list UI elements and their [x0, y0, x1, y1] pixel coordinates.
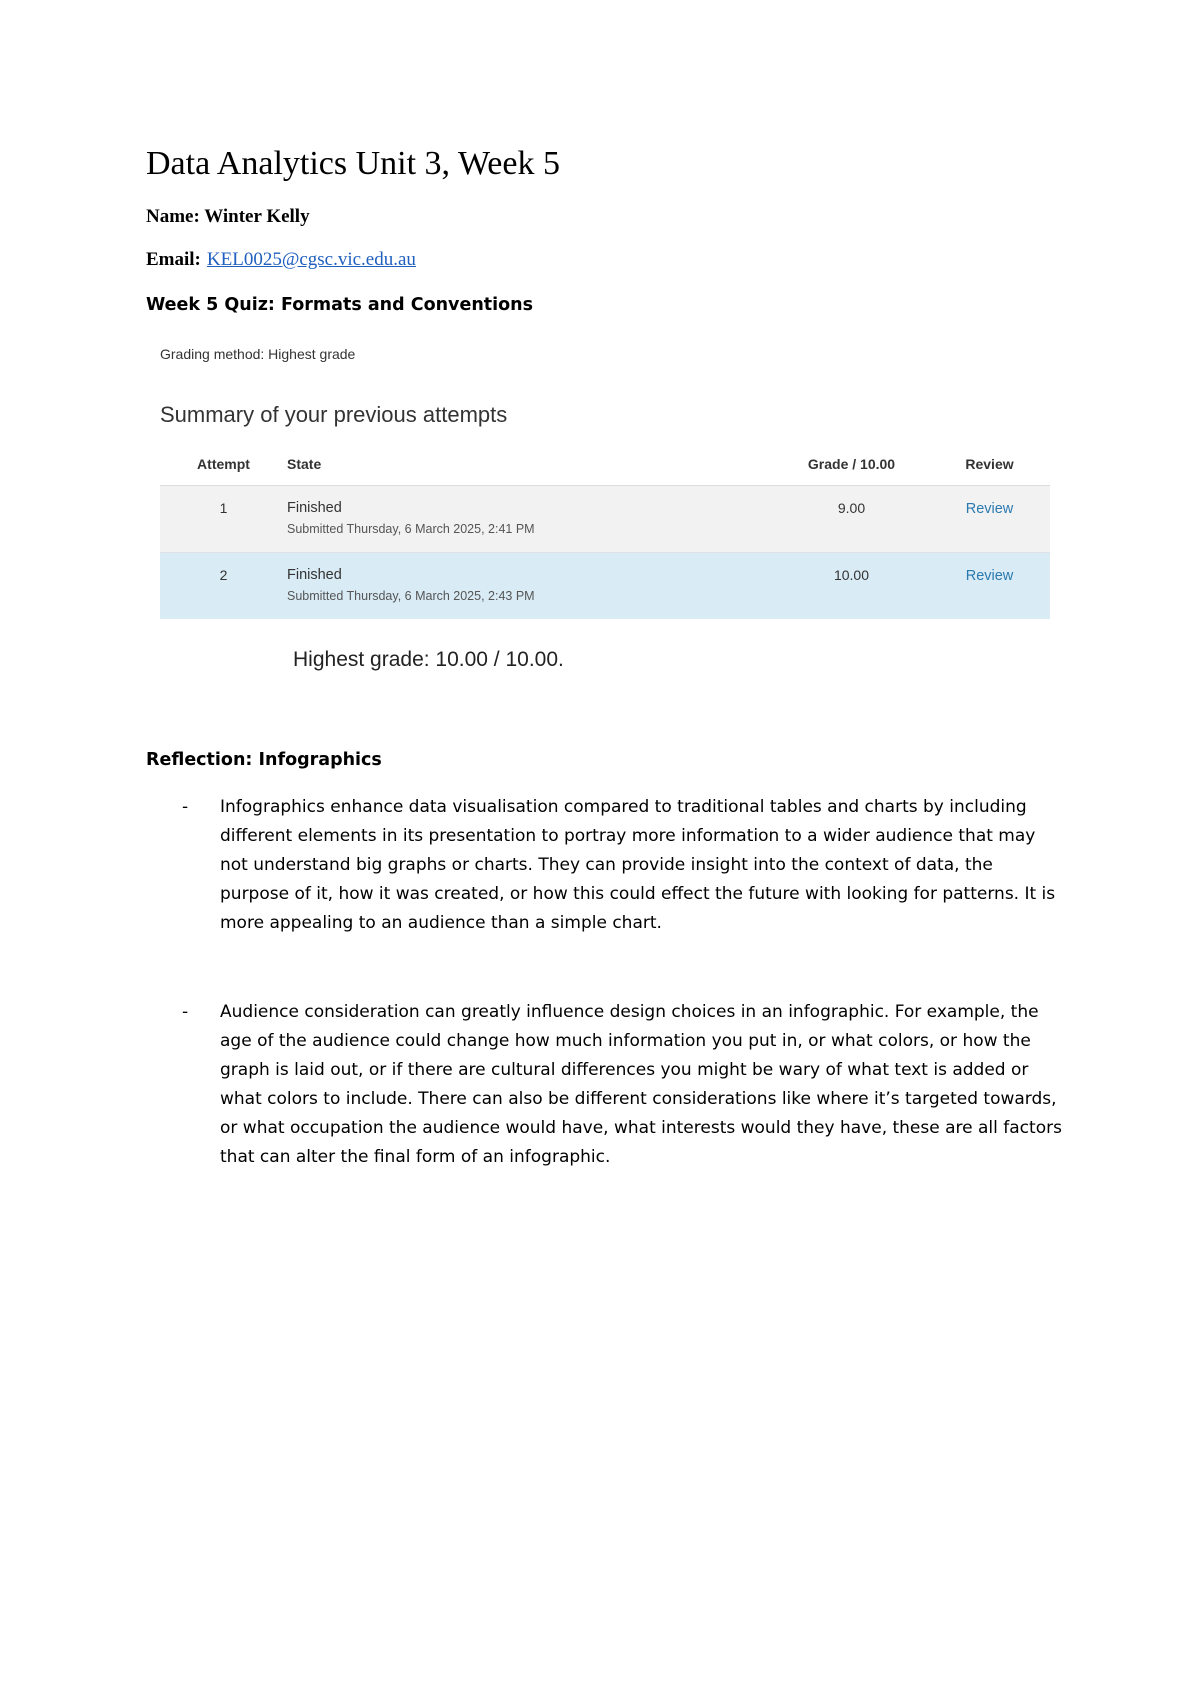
document-title: Data Analytics Unit 3, Week 5 — [146, 145, 560, 182]
table-row — [160, 486, 1050, 553]
email-link[interactable]: KEL0025@cgsc.vic.edu.au — [206, 249, 416, 270]
column-header-attempt: Attempt — [160, 443, 287, 486]
attempt-number-cell: 1 — [160, 486, 287, 553]
column-header-review: Review — [929, 443, 1050, 486]
attempts-summary-title: Summary of your previous attempts — [160, 402, 508, 427]
reflection-paragraph: Audience consideration can greatly influence design choices in an infographic. For example, the age of the audience could change how much information you put in, or what colors, or how the graph is laid out, or if there are cultural differences you might be wary of what text is added or what colors to include. There can also be different considerations like where it’s targeted towards, or what occupation the audience would have, what interests would they have, these are all factors that can alter the final form of an infographic. — [220, 1002, 1062, 1167]
list-item — [146, 998, 1066, 1172]
attempt-submitted-time: Submitted Thursday, 6 March 2025, 2:41 PM — [287, 522, 535, 536]
attempts-table — [160, 443, 1050, 619]
table-row — [160, 553, 1050, 620]
reflection-paragraph: Infographics enhance data visualisation compared to traditional tables and charts by including different elements in its presentation to portray more information to a wider audience that may not understand big graphs or charts. They can provide insight into the context of data, the purpose of it, how it was created, or how this could effect the future with looking for patterns. It is more appealing to an audience than a simple chart. — [220, 797, 1056, 933]
list-item — [146, 793, 1066, 938]
bullet-dash: - — [182, 1002, 189, 1022]
student-email-line — [146, 249, 416, 271]
table-header-row — [160, 443, 1050, 486]
highest-grade: Highest grade: 10.00 / 10.00. — [293, 648, 564, 671]
attempt-state: Finished — [287, 567, 342, 583]
attempt-state: Finished — [287, 500, 342, 516]
attempt-submitted-time: Submitted Thursday, 6 March 2025, 2:43 PM — [287, 589, 535, 603]
attempt-grade-cell: 9.00 — [774, 486, 929, 553]
attempt-review-cell — [929, 553, 1050, 620]
email-label: Email: — [146, 249, 201, 270]
student-name: Name: Winter Kelly — [146, 206, 310, 227]
review-link[interactable]: Review — [965, 501, 1014, 517]
attempt-number-cell: 2 — [160, 553, 287, 620]
attempt-grade-cell: 10.00 — [774, 553, 929, 620]
column-header-grade: Grade / 10.00 — [774, 443, 929, 486]
attempt-state-cell — [287, 553, 774, 620]
attempt-review-cell — [929, 486, 1050, 553]
reflection-list — [146, 793, 1066, 1172]
column-header-state: State — [287, 443, 774, 486]
review-link[interactable]: Review — [965, 568, 1014, 584]
quiz-heading: Week 5 Quiz: Formats and Conventions — [146, 295, 534, 315]
bullet-dash: - — [182, 797, 189, 817]
attempt-state-cell — [287, 486, 774, 553]
grading-method: Grading method: Highest grade — [160, 346, 356, 362]
reflection-heading: Reflection: Infographics — [146, 750, 382, 770]
